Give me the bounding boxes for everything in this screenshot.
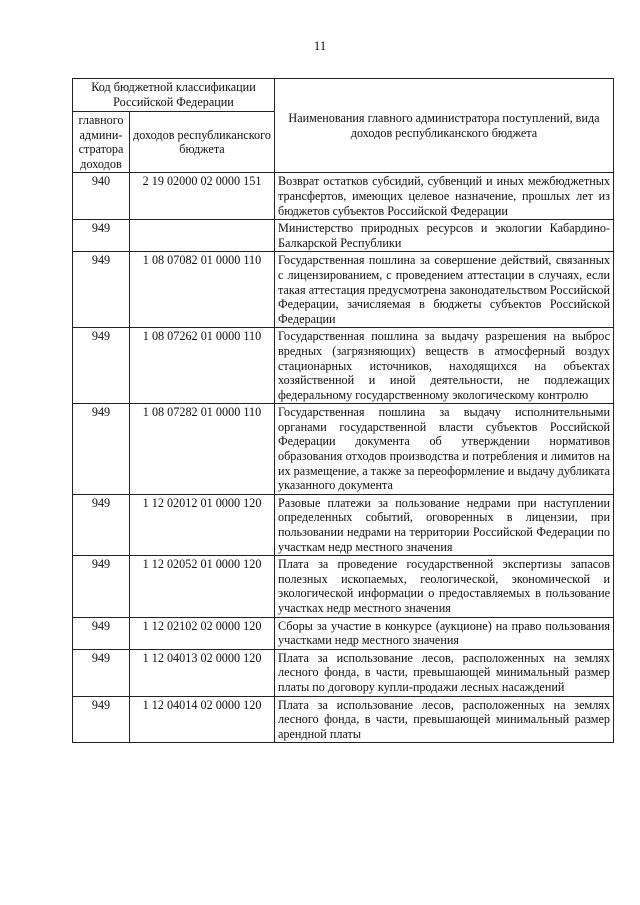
table-row (73, 173, 614, 220)
income-code-cell: 2 19 02000 02 0000 151 (130, 173, 275, 220)
header-administrator-name: Наименования главного администратора поступлений, вида доходов республиканского бюджета (275, 79, 614, 173)
table-row (73, 404, 614, 495)
income-name-cell: Плата за использование лесов, расположенных на землях лесного фонда, в части, превышающей минимальный размер платы по договору купли-продажи лесных насаждений (275, 649, 614, 696)
income-code-cell: 1 08 07282 01 0000 110 (130, 404, 275, 495)
admin-code-cell: 949 (73, 252, 130, 328)
table-row (73, 494, 614, 555)
income-code-cell: 1 12 04014 02 0000 120 (130, 696, 275, 743)
admin-code-cell: 949 (73, 328, 130, 404)
admin-code-cell: 949 (73, 220, 130, 252)
income-name-cell: Разовые платежи за пользование недрами при наступлении определенных событий, оговоренных в лицензии, при пользовании недрами на территории Российской Федерации по участкам недр местного значения (275, 494, 614, 555)
admin-code-cell: 949 (73, 617, 130, 649)
table-row (73, 649, 614, 696)
table-row (73, 696, 614, 743)
page-number: 11 (313, 38, 327, 53)
income-name-cell: Государственная пошлина за выдачу разрешения на выброс вредных (загрязняющих) веществ в атмосферный воздух стационарных источников, находящихся на объектах хозяйственной и иной деятельности, не подлежащих федеральному государственному экологическому контролю (275, 328, 614, 404)
income-name-cell: Государственная пошлина за совершение действий, связанных с лицензированием, с проведением аттестации в случаях, если такая аттестация предусмотрена законодательством Российской Федерации, зачисляемая в бюджеты субъектов Российской Федерации (275, 252, 614, 328)
income-name-cell: Государственная пошлина за выдачу исполнительными органами государственной власти субъектов Российской Федерации документа об утверждении нормативов образования отходов производства и потребления и лимитов на их размещение, а также за переоформление и выдачу дубликата указанного документа (275, 404, 614, 495)
income-name-cell: Возврат остатков субсидий, субвенций и иных межбюджетных трансфертов, имеющих целевое назначение, прошлых лет из бюджетов субъектов Российской Федерации (275, 173, 614, 220)
income-name-cell: Сборы за участие в конкурсе (аукционе) на право пользования участками недр местного значения (275, 617, 614, 649)
budget-classification-table (72, 78, 614, 743)
admin-code-cell: 949 (73, 494, 130, 555)
table-row (73, 328, 614, 404)
header-income-code: доходов республиканского бюджета (130, 112, 275, 173)
admin-code-cell: 949 (73, 696, 130, 743)
header-classification-code: Код бюджетной классификации Российской Федерации (73, 79, 275, 112)
admin-code-cell: 949 (73, 404, 130, 495)
income-code-cell (130, 220, 275, 252)
table-row (73, 252, 614, 328)
income-code-cell: 1 08 07262 01 0000 110 (130, 328, 275, 404)
income-name-cell: Плата за проведение государственной экспертизы запасов полезных ископаемых, геологической, экономической и экологической информации о предоставляемых в пользование участках недр местного значения (275, 556, 614, 617)
income-name-cell: Министерство природных ресурсов и экологии Кабардино-Балкарской Республики (275, 220, 614, 252)
income-code-cell: 1 12 02012 01 0000 120 (130, 494, 275, 555)
table-row (73, 556, 614, 617)
income-code-cell: 1 12 02102 02 0000 120 (130, 617, 275, 649)
admin-code-cell: 940 (73, 173, 130, 220)
table-row (73, 617, 614, 649)
income-name-cell: Плата за использование лесов, расположенных на землях лесного фонда, в части, превышающей минимальный размер арендной платы (275, 696, 614, 743)
income-code-cell: 1 12 04013 02 0000 120 (130, 649, 275, 696)
income-code-cell: 1 12 02052 01 0000 120 (130, 556, 275, 617)
admin-code-cell: 949 (73, 649, 130, 696)
income-code-cell: 1 08 07082 01 0000 110 (130, 252, 275, 328)
admin-code-cell: 949 (73, 556, 130, 617)
table-row (73, 220, 614, 252)
header-admin-code: главного админи-стратора доходов (73, 112, 130, 173)
